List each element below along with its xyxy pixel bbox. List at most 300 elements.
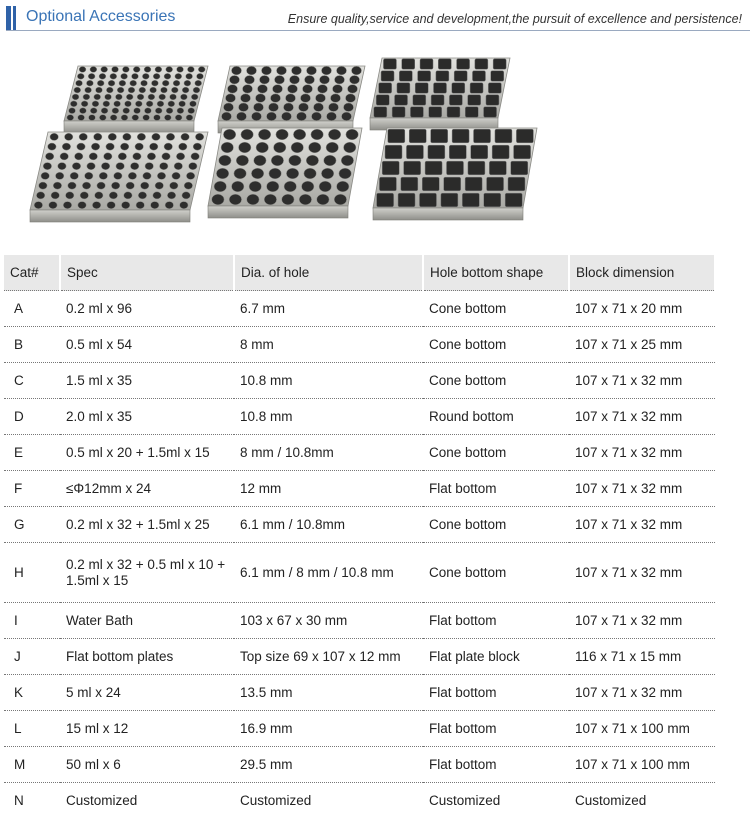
block-well (462, 193, 479, 207)
block-well (282, 194, 294, 205)
hole-bottom-cell: Flat plate block (423, 639, 569, 675)
block-well (431, 95, 444, 105)
block-well (318, 85, 328, 94)
block-well (382, 161, 399, 175)
block-well (195, 80, 202, 86)
block-well (276, 129, 288, 140)
block-dimension-cell: 107 x 71 x 32 mm (569, 363, 715, 399)
block-well (216, 168, 228, 179)
block-well (292, 66, 302, 75)
block-well (173, 80, 180, 86)
block-well (166, 67, 173, 73)
block-well (377, 193, 394, 207)
block-well (291, 142, 303, 153)
block-well (143, 115, 150, 121)
block-well (221, 142, 233, 153)
block-well (86, 80, 93, 86)
block-well (139, 87, 146, 93)
block-well (157, 101, 164, 107)
block-well (491, 71, 504, 81)
block-well (126, 182, 134, 189)
block-well (64, 133, 72, 140)
block-well (146, 101, 153, 107)
block-well (334, 194, 346, 205)
block-well (302, 181, 314, 192)
block-well (164, 143, 172, 150)
table-row (4, 603, 715, 639)
block-well (134, 108, 141, 114)
spec-cell: 0.5 ml x 20 + 1.5ml x 15 (60, 435, 234, 471)
block-well (304, 168, 316, 179)
block-dimension-cell: 107 x 71 x 32 mm (569, 543, 715, 603)
block-well (327, 112, 337, 121)
block-well (256, 142, 268, 153)
block-well (219, 155, 231, 166)
block-well (374, 107, 387, 117)
block-well (165, 202, 173, 209)
block-well (376, 95, 389, 105)
block-well (50, 133, 58, 140)
block-well (350, 76, 360, 85)
block-well (99, 115, 106, 121)
block-well (222, 112, 232, 121)
block-well (309, 142, 321, 153)
block-well (94, 133, 102, 140)
block-well (381, 71, 394, 81)
block-well (348, 85, 358, 94)
block-well (79, 133, 87, 140)
block-well (172, 172, 180, 179)
block-well (254, 103, 264, 112)
table-row (4, 471, 715, 507)
block-well (101, 163, 109, 170)
block-well (94, 94, 101, 100)
col-header-hole-bottom-shape: Hole bottom shape (423, 255, 569, 291)
block-well (447, 107, 460, 117)
col-header-cat: Cat# (4, 255, 60, 291)
block-well (284, 181, 296, 192)
block-well (166, 108, 173, 114)
block-well (153, 73, 160, 79)
spec-cell: 2.0 ml x 35 (60, 399, 234, 435)
hole-bottom-cell: Round bottom (423, 399, 569, 435)
cat-cell: J (4, 639, 60, 675)
block-well (284, 103, 294, 112)
block-well (114, 101, 121, 107)
block-well (112, 108, 119, 114)
block-well (508, 177, 525, 191)
block-well (186, 73, 193, 79)
block-dimension-cell: 107 x 71 x 100 mm (569, 747, 715, 783)
block-dimension-cell: 107 x 71 x 32 mm (569, 603, 715, 639)
block-well (150, 87, 157, 93)
col-header-block-dimension: Block dimension (569, 255, 715, 291)
cat-cell: D (4, 399, 60, 435)
block-well (184, 80, 191, 86)
block-well (72, 163, 80, 170)
block-well (41, 172, 49, 179)
block-well (344, 142, 356, 153)
block-well (444, 177, 461, 191)
block-well (409, 129, 426, 143)
hole-bottom-cell: Flat bottom (423, 675, 569, 711)
block-well (305, 76, 315, 85)
block-well (239, 142, 251, 153)
block-well (112, 67, 119, 73)
block-well (493, 59, 506, 69)
block-well (452, 129, 469, 143)
block-well (402, 59, 415, 69)
block-well (99, 172, 107, 179)
hole-bottom-cell: Flat bottom (423, 471, 569, 507)
block-well (77, 73, 84, 79)
block-well (271, 94, 281, 103)
accessory-blocks-photo (18, 50, 566, 235)
block-well (237, 112, 247, 121)
block-well (130, 80, 137, 86)
block-well (484, 107, 497, 117)
block-well (428, 145, 445, 159)
block-well (69, 108, 76, 114)
block-well (472, 71, 485, 81)
block-well (241, 94, 251, 103)
block-well (306, 155, 318, 166)
block-well (133, 153, 141, 160)
block-well (264, 194, 276, 205)
block-well (262, 66, 272, 75)
block-well (63, 202, 71, 209)
block-well (258, 129, 270, 140)
block-well (170, 182, 178, 189)
header-accent-bar (6, 6, 11, 30)
block-well (474, 129, 491, 143)
block-well (53, 182, 61, 189)
block-well (247, 194, 259, 205)
block-well (397, 83, 410, 93)
block-well (124, 192, 132, 199)
block-well (180, 94, 187, 100)
block-well (189, 163, 197, 170)
block-well (179, 143, 187, 150)
block-well (170, 94, 177, 100)
block-well (277, 66, 287, 75)
block-well (138, 192, 146, 199)
block-well (247, 66, 257, 75)
block-well (401, 177, 418, 191)
block-well (148, 94, 155, 100)
block-well (151, 80, 158, 86)
block-well (441, 193, 458, 207)
block-well (79, 67, 86, 73)
spec-cell: ≤Φ12mm x 24 (60, 471, 234, 507)
block-dimension-cell: 107 x 71 x 32 mm (569, 399, 715, 435)
spec-cell: 1.5 ml x 35 (60, 363, 234, 399)
table-row (4, 543, 715, 603)
block-well (434, 83, 447, 93)
block-well (151, 202, 159, 209)
block-well (293, 129, 305, 140)
block-well (475, 59, 488, 69)
block-well (144, 108, 151, 114)
block-well (317, 194, 329, 205)
block-well (176, 153, 184, 160)
block-well (159, 94, 166, 100)
block-well (92, 202, 100, 209)
block-well (230, 76, 240, 85)
block-well (311, 129, 323, 140)
block-well (245, 76, 255, 85)
block-well (58, 163, 66, 170)
block-well (399, 71, 412, 81)
block-well (234, 168, 246, 179)
block-well (249, 181, 261, 192)
block-well (121, 73, 128, 79)
block-well (326, 142, 338, 153)
block-well (415, 83, 428, 93)
block-well (447, 161, 464, 175)
block-well (256, 94, 266, 103)
block-well (420, 59, 433, 69)
block-well (344, 103, 354, 112)
block-well (66, 192, 74, 199)
block-well (470, 83, 483, 93)
cat-cell: I (4, 603, 60, 639)
block-well (511, 161, 528, 175)
block-well (299, 103, 309, 112)
block-well (101, 108, 108, 114)
header-accent-bar-thin (13, 6, 16, 30)
block-well (48, 143, 56, 150)
block-well (193, 143, 201, 150)
block-well (254, 155, 266, 166)
company-motto: Ensure quality,service and development,the pursuit of excellence and persistence! (287, 12, 742, 26)
cat-cell: K (4, 675, 60, 711)
hole-diameter-cell: 10.8 mm (234, 399, 423, 435)
block-side (208, 206, 348, 218)
block-well (398, 193, 415, 207)
hole-diameter-cell: 8 mm / 10.8mm (234, 435, 423, 471)
block-dimension-cell: 107 x 71 x 20 mm (569, 291, 715, 327)
block-well (162, 153, 170, 160)
block-well (328, 129, 340, 140)
block-well (85, 172, 93, 179)
cat-cell: E (4, 435, 60, 471)
hole-diameter-cell: 13.5 mm (234, 675, 423, 711)
block-well (516, 129, 533, 143)
block-well (115, 94, 122, 100)
block-well (404, 161, 421, 175)
block-well (109, 192, 117, 199)
block-well (167, 192, 175, 199)
block-well (341, 155, 353, 166)
block-well (60, 153, 68, 160)
block-dimension-cell: 107 x 71 x 25 mm (569, 327, 715, 363)
block-well (75, 153, 83, 160)
block-well (484, 193, 501, 207)
block-well (269, 103, 279, 112)
block-well (114, 172, 122, 179)
cat-cell: N (4, 783, 60, 819)
block-well (137, 94, 144, 100)
table-row (4, 399, 715, 435)
block-dimension-cell: 116 x 71 x 15 mm (569, 639, 715, 675)
block-well (198, 67, 205, 73)
block-well (468, 161, 485, 175)
block-well (161, 87, 168, 93)
block-well (92, 101, 99, 107)
block-well (379, 83, 392, 93)
block-well (286, 94, 296, 103)
block-well (155, 67, 162, 73)
block-well (95, 192, 103, 199)
hole-diameter-cell: 6.1 mm / 8 mm / 10.8 mm (234, 543, 423, 603)
hole-diameter-cell: 10.8 mm (234, 363, 423, 399)
block-well (275, 76, 285, 85)
block-well (379, 177, 396, 191)
hole-diameter-cell: 6.1 mm / 10.8mm (234, 507, 423, 543)
spec-cell: 0.2 ml x 32 + 0.5 ml x 10 + 1.5ml x 15 (60, 543, 234, 603)
block-well (108, 80, 115, 86)
block-well (274, 142, 286, 153)
block-well (489, 161, 506, 175)
block-well (425, 161, 442, 175)
block-well (184, 182, 192, 189)
block-well (449, 95, 462, 105)
block-well (85, 87, 92, 93)
block-well (78, 202, 86, 209)
block-well (492, 145, 509, 159)
block-dimension-cell: 107 x 71 x 100 mm (569, 711, 715, 747)
block-well (186, 115, 193, 121)
block-well (388, 129, 405, 143)
hole-bottom-cell: Cone bottom (423, 327, 569, 363)
block-well (188, 108, 195, 114)
block-well (62, 143, 70, 150)
block-well (177, 108, 184, 114)
block-well (182, 87, 189, 93)
hole-bottom-cell: Flat bottom (423, 603, 569, 639)
heating-blocks (30, 58, 537, 222)
table-row (4, 435, 715, 471)
block-well (55, 172, 63, 179)
block-well (110, 73, 117, 79)
cat-cell: B (4, 327, 60, 363)
block-well (232, 181, 244, 192)
block-dimension-cell: 107 x 71 x 32 mm (569, 471, 715, 507)
block-well (79, 108, 86, 114)
block-well (116, 163, 124, 170)
block-well (78, 115, 85, 121)
block-well (99, 73, 106, 79)
block-well (267, 181, 279, 192)
hole-diameter-cell: Customized (234, 783, 423, 819)
col-header-spec: Spec (60, 255, 234, 291)
block-well (505, 193, 522, 207)
block-dimension-cell: 107 x 71 x 32 mm (569, 435, 715, 471)
block-well (82, 182, 90, 189)
block-well (301, 94, 311, 103)
cat-cell: L (4, 711, 60, 747)
block-well (155, 182, 163, 189)
block-dimension-cell: Customized (569, 783, 715, 819)
block-well (195, 133, 203, 140)
block-well (77, 143, 85, 150)
block-well (269, 168, 281, 179)
block-well (154, 115, 161, 121)
block-well (282, 112, 292, 121)
block-well (39, 182, 47, 189)
block-well (271, 155, 283, 166)
block-well (160, 163, 168, 170)
block-well (128, 172, 136, 179)
block-side (64, 121, 194, 133)
block-well (232, 66, 242, 75)
block-well (193, 87, 200, 93)
block-well (335, 76, 345, 85)
block-well (128, 87, 135, 93)
block-well (175, 73, 182, 79)
block-well (226, 94, 236, 103)
block-well (45, 153, 53, 160)
block-well (224, 103, 234, 112)
block-well (392, 107, 405, 117)
block-well (162, 80, 169, 86)
block-well (34, 202, 42, 209)
cat-cell: A (4, 291, 60, 327)
block-well (153, 192, 161, 199)
block-well (297, 112, 307, 121)
spec-cell: 0.2 ml x 32 + 1.5ml x 25 (60, 507, 234, 543)
block-well (168, 101, 175, 107)
block-well (136, 202, 144, 209)
hole-bottom-cell: Flat bottom (423, 747, 569, 783)
hole-diameter-cell: 29.5 mm (234, 747, 423, 783)
block-well (329, 103, 339, 112)
spec-cell: Water Bath (60, 603, 234, 639)
table-row (4, 675, 715, 711)
block-well (182, 192, 190, 199)
block-well (319, 181, 331, 192)
section-title: Optional Accessories (26, 8, 176, 25)
block-well (70, 101, 77, 107)
block-well (299, 194, 311, 205)
block-well (101, 67, 108, 73)
block-well (337, 181, 349, 192)
block-well (180, 202, 188, 209)
block-well (243, 85, 253, 94)
block-well (449, 145, 466, 159)
block-well (104, 153, 112, 160)
block-well (290, 76, 300, 85)
block-well (339, 168, 351, 179)
table-row (4, 783, 715, 819)
table-row (4, 363, 715, 399)
spec-cell: Customized (60, 783, 234, 819)
block-well (454, 71, 467, 81)
block-well (80, 192, 88, 199)
block-well (132, 115, 139, 121)
block-well (126, 94, 133, 100)
block-well (406, 145, 423, 159)
block-well (70, 172, 78, 179)
hole-bottom-cell: Cone bottom (423, 543, 569, 603)
block-well (197, 73, 204, 79)
block-dimension-cell: 107 x 71 x 32 mm (569, 507, 715, 543)
block-well (385, 145, 402, 159)
block-well (133, 67, 140, 73)
block-well (429, 107, 442, 117)
block-well (72, 94, 79, 100)
